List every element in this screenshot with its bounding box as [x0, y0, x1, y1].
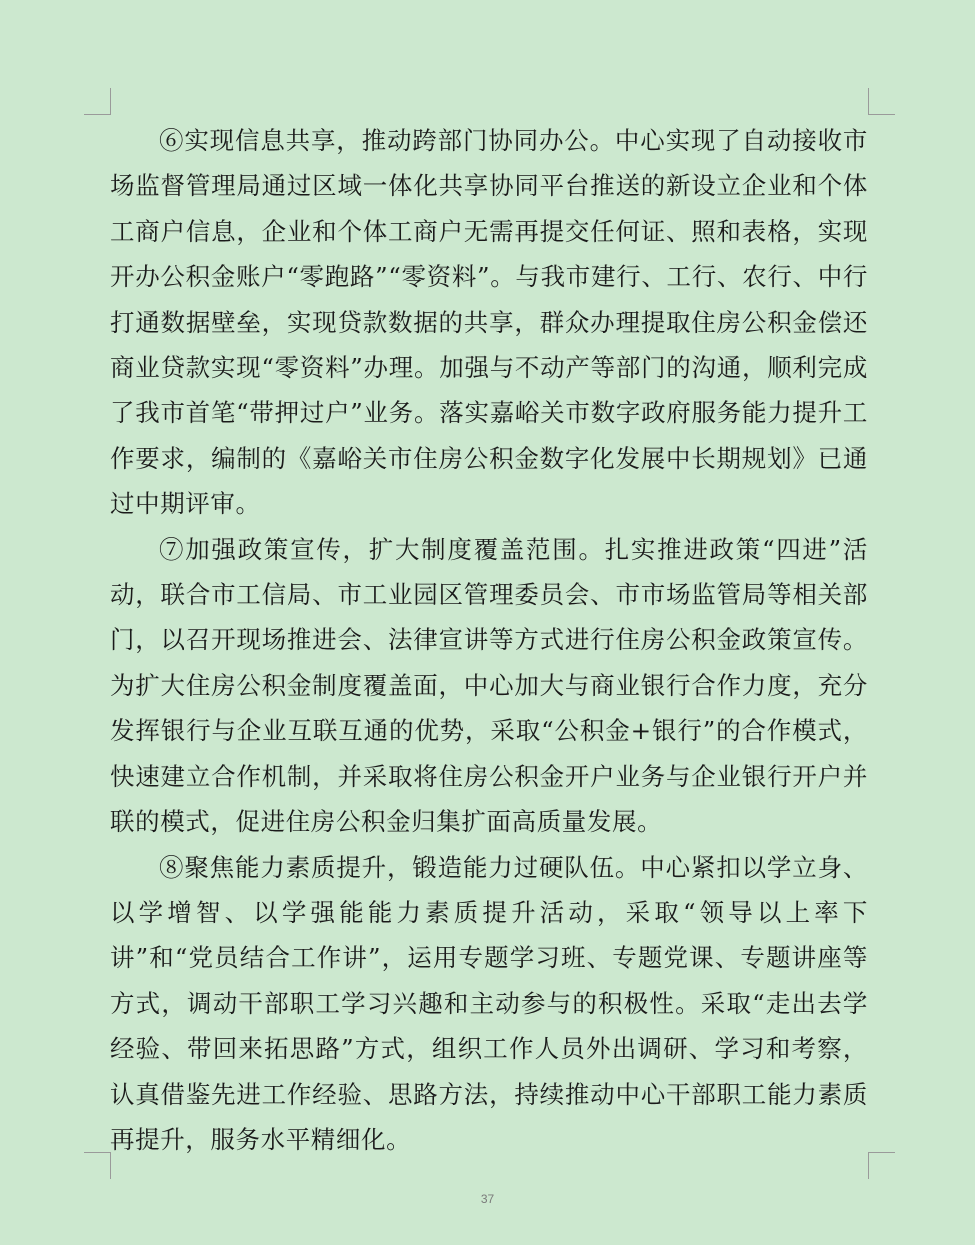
paragraph-information-sharing: ⑥实现信息共享，推动跨部门协同办公。中心实现了自动接收市场监督管理局通过区域一体化共享协同平台推送的新设立企业和个体工商户信息，企业和个体工商户无需再提交任何证、照和表格，实现开办公积金账户“零跑路”“零资料”。与我市建行、工行、农行、中行打通数据壁垒，实现贷款数据的共享，群众办理提取住房公积金偿还商业贷款实现“零资料”办理。加强与不动产等部门的沟通，顺利完成了我市首笔“带押过户”业务。落实嘉峪关市数字政府服务能力提升工作要求，编制的《嘉峪关市住房公积金数字化发展中长期规划》已通过中期评审。: [110, 126, 868, 519]
page-number: 37: [480, 1192, 495, 1206]
paragraph-capability-improvement: ⑧聚焦能力素质提升，锻造能力过硬队伍。中心紧扣以学立身、以学增智、以学强能能力素质提升活动，采取“领导以上率下讲”和“党员结合工作讲”，运用专题学习班、专题党课、专题讲座等方式，调动干部职工学习兴趣和主动参与的积极性。采取“走出去学经验、带回来拓思路”方式，组织工作人员外出调研、学习和考察，认真借鉴先进工作经验、思路方法，持续推动中心干部职工能力素质再提升，服务水平精细化。: [110, 852, 868, 1154]
paragraph-policy-promotion: ⑦加强政策宣传，扩大制度覆盖范围。扎实推进政策“四进”活动，联合市工信局、市工业园区管理委员会、市市场监管局等相关部门，以召开现场推进会、法律宣讲等方式进行住房公积金政策宣传。为扩大住房公积金制度覆盖面，中心加大与商业银行合作力度，充分发挥银行与企业互联互通的优势，采取“公积金+银行”的合作模式，快速建立合作机制，并采取将住房公积金开户业务与企业银行开户并联的模式，促进住房公积金归集扩面高质量发展。: [110, 534, 868, 837]
corner-mark-top-right: [868, 88, 895, 115]
corner-mark-bottom-right: [868, 1152, 895, 1179]
corner-mark-top-left: [84, 88, 111, 115]
document-body: [110, 118, 868, 1162]
corner-mark-bottom-left: [84, 1152, 111, 1179]
